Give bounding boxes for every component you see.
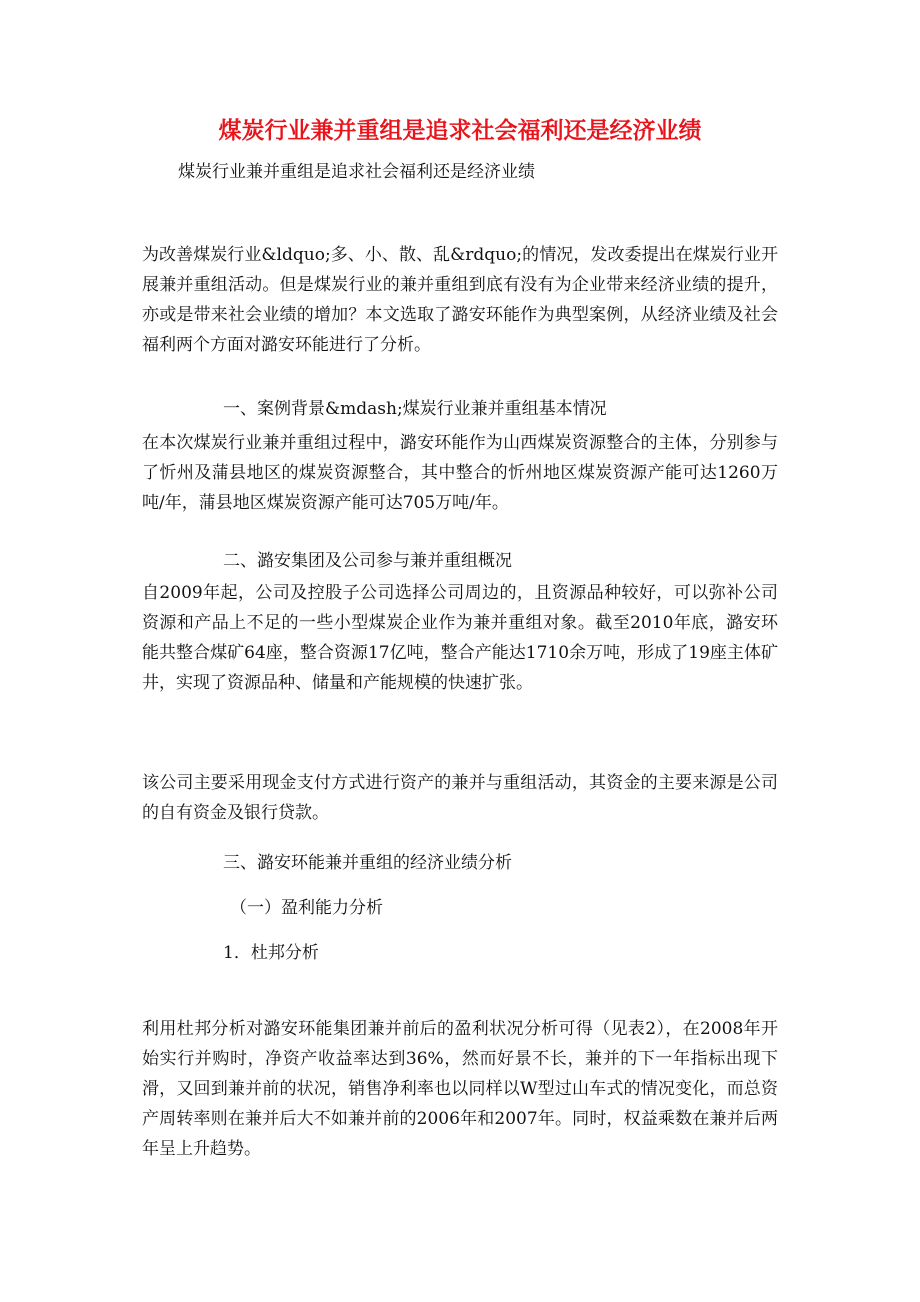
funding-paragraph: 该公司主要采用现金支付方式进行资产的兼并与重组活动，其资金的主要来源是公司的自有资金及银行贷款。 <box>142 773 778 823</box>
document-subtitle: 煤炭行业兼并重组是追求社会福利还是经济业绩 <box>178 162 535 182</box>
overview-paragraph: 自2009年起，公司及控股子公司选择公司周边的，且资源品种较好，可以弥补公司资源和产品上不足的一些小型煤炭企业作为兼并重组对象。截至2010年底，潞安环能共整合煤矿64座，整合资源17亿吨，整合产能达1710余万吨，形成了19座主体矿井，实现了资源品种、储量和产能规模的快速扩张。 <box>142 583 778 693</box>
document-title: 煤炭行业兼并重组是追求社会福利还是经济业绩 <box>218 118 702 144</box>
background-paragraph: 在本次煤炭行业兼并重组过程中，潞安环能作为山西煤炭资源整合的主体，分别参与了忻州及蒲县地区的煤炭资源整合，其中整合的忻州地区煤炭资源产能可达1260万吨/年，蒲县地区煤炭资源产能可达705万吨/年。 <box>142 433 778 513</box>
dupont-paragraph: 利用杜邦分析对潞安环能集团兼并前后的盈利状况分析可得（见表2），在2008年开始实行并购时，净资产收益率达到36%，然而好景不长，兼并的下一年指标出现下滑，又回到兼并前的状况，销售净利率也以同样以W型过山车式的情况变化，而总资产周转率则在兼并后大不如兼并前的2006年和2007年。同时，权益乘数在兼并后两年呈上升趋势。 <box>142 1019 778 1159</box>
subsection-heading-dupont: 1．杜邦分析 <box>223 943 319 963</box>
section-heading-2: 二、潞安集团及公司参与兼并重组概况 <box>223 551 512 571</box>
subsection-heading-profitability: （一）盈利能力分析 <box>230 898 383 918</box>
intro-paragraph: 为改善煤炭行业&ldquo;多、小、散、乱&rdquo;的情况，发改委提出在煤炭行业开展兼并重组活动。但是煤炭行业的兼并重组到底有没有为企业带来经济业绩的提升，亦或是带来社会业绩的增加？本文选取了潞安环能作为典型案例，从经济业绩及社会福利两个方面对潞安环能进行了分析。 <box>142 245 778 355</box>
section-heading-1: 一、案例背景&mdash;煤炭行业兼并重组基本情况 <box>223 399 607 419</box>
section-heading-3: 三、潞安环能兼并重组的经济业绩分析 <box>223 853 512 873</box>
